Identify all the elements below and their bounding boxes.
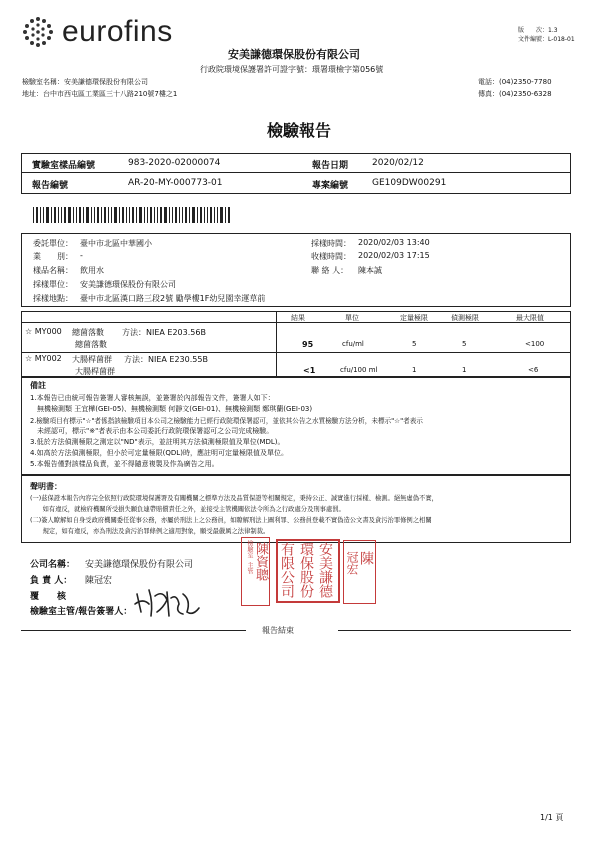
report-no-label: 報告編號: [32, 181, 69, 191]
barcode-bar: [225, 207, 226, 223]
sampler-value: 安美謙德環保股份有限公司: [80, 280, 176, 289]
barcode-bar: [217, 207, 218, 223]
industry-label: 業 別：: [33, 252, 73, 261]
row1-subitem: 總菌落數: [75, 340, 107, 349]
note-line-3: 2.檢驗項目有標示"☆"者係指該檢驗項目本公司之檢驗能力已經行政院環保署認可，並依其公告之水質檢驗方法分析，未標示"☆"者表示: [30, 417, 423, 425]
project-no-label: 專案編號: [312, 181, 349, 191]
barcode-bar: [91, 207, 92, 223]
barcode-bar: [192, 207, 195, 223]
version-label: 版 次：1.3: [518, 27, 558, 34]
company-seal-stamp: 有限公司 環保股份 安美謙德: [276, 539, 340, 603]
row2-item: 大腸桿菌群: [72, 355, 112, 364]
lab-address: 地址：台中市西屯區工業區三十八路210號7樓之1: [22, 90, 178, 98]
barcode-bar: [175, 207, 177, 223]
company-value: 安美謙德環保股份有限公司: [85, 560, 194, 570]
review-label: 覆 核: [30, 592, 67, 602]
row1-limit: <100: [525, 340, 545, 348]
owner-seal-stamp: 陳 冠宏: [343, 540, 376, 604]
barcode-bar: [147, 207, 148, 223]
note-line-6: 4.如高於方法偵測極限，但小於可定量極限(QDL)時，應註明可定量極限值及單位。: [30, 449, 288, 457]
company-name: 安美謙德環保股份有限公司: [228, 48, 360, 61]
sample-name-value: 飲用水: [80, 266, 104, 275]
sampler-label: 採樣單位：: [33, 280, 73, 289]
received-time: 2020/02/03 17:15: [358, 251, 430, 260]
barcode-bar: [179, 207, 180, 223]
note-line-1: 1.本報告已由統可報告簽署人審核無誤，並簽署於內部報告文件，簽署人如下：: [30, 394, 275, 402]
logo-text: eurofins: [62, 15, 173, 48]
row1-method: 方法：NIEA E203.56B: [122, 328, 206, 337]
barcode-bar: [54, 207, 56, 223]
client-value: 臺中市北區中華國小: [80, 239, 152, 248]
statement-line-1: (一)茲保證本報告內容完全依照行政院環境保護署及有關機關之標準方法及品質保證等相關規定，秉持公正、誠實進行採樣、檢測。絕無虛偽不實，: [30, 495, 438, 502]
barcode-bar: [86, 207, 89, 223]
sampling-time: 2020/02/03 13:40: [358, 238, 430, 247]
contact-label: 聯 絡 人：: [311, 266, 349, 275]
barcode-bar: [172, 207, 173, 223]
barcode-bar: [150, 207, 152, 223]
barcode-bar: [68, 207, 71, 223]
statement-line-3: (二)簽人瞭解如自身受政府機關委任從事公務，亦屬於刑法上之公務員，如瞭解刑法上圖利罪、公務員登載不實偽造公文書及貪污治罪條例之相關: [30, 517, 432, 524]
barcode-bar: [136, 207, 137, 223]
barcode-bar: [204, 207, 205, 223]
barcode-bar: [139, 207, 142, 223]
fax: 傳真：(04)2350-6328: [478, 90, 552, 98]
barcode-bar: [79, 207, 81, 223]
received-time-label: 收樣時間：: [311, 252, 351, 261]
barcode-bar: [83, 207, 84, 223]
barcode-bar: [144, 207, 145, 223]
lab-name: 檢驗室名稱：安美謙德環保股份有限公司: [22, 78, 148, 86]
barcode-bar: [73, 207, 74, 223]
header-result: 結果: [291, 314, 305, 322]
company-label: 公司名稱：: [30, 560, 76, 570]
barcode-bar: [220, 207, 223, 223]
note-line-4: 未經認可，標示"※"者表示由本公司委託行政院環保署認可之公司完成檢驗。: [30, 427, 274, 435]
signer-label: 檢驗室主管/報告簽署人：: [30, 607, 133, 617]
row1-result: 95: [302, 340, 314, 349]
report-no: AR-20-MY-000773-01: [128, 178, 223, 188]
report-info-box: [21, 153, 571, 194]
row1-unit: cfu/ml: [342, 340, 364, 348]
barcode-bar: [182, 207, 183, 223]
row2-mdl: 1: [462, 366, 467, 374]
owner-label: 負 責 人：: [30, 576, 73, 586]
barcode-bar: [154, 207, 155, 223]
row2-result: <1: [303, 366, 316, 375]
sample-no-label: 實驗室樣品編號: [32, 161, 96, 171]
barcode-bar: [111, 207, 112, 223]
owner-value: 陳冠宏: [85, 576, 113, 586]
sampling-time-label: 採樣時間：: [311, 239, 351, 248]
barcode-bar: [228, 207, 230, 223]
note-line-2: 無機檢測類 王宜樺(GEI-05)、無機檢測類 何靜文(GEI-01)、無機檢測類 鄭琪蘭(GEI-03): [30, 405, 313, 413]
sample-name-label: 樣品名稱：: [33, 266, 73, 275]
barcode-bar: [46, 207, 49, 223]
barcode-bar: [185, 207, 187, 223]
header-unit: 單位: [345, 314, 359, 322]
barcode-bar: [210, 207, 212, 223]
report-title: 檢驗報告: [267, 121, 332, 140]
barcode-bar: [132, 207, 134, 223]
barcode-bar: [169, 207, 170, 223]
barcode-bar: [197, 207, 198, 223]
barcode-bar: [101, 207, 102, 223]
barcode-bar: [76, 207, 77, 223]
row1-item: 總菌落數: [72, 328, 104, 337]
phone: 電話：(04)2350-7780: [478, 78, 552, 86]
barcode-bar: [97, 207, 99, 223]
barcode-bar: [40, 207, 41, 223]
row1-loq: 5: [412, 340, 417, 348]
barcode-bar: [94, 207, 95, 223]
industry-value: -: [80, 251, 83, 260]
handwritten-signature: [133, 582, 203, 622]
statement-line-4: 規定，如有違反，亦為刑法及貪污治罪條例之適用對象，願受最嚴厲之法律制裁。: [30, 528, 270, 535]
page-number: 1/1 頁: [540, 813, 564, 822]
report-date-label: 報告日期: [312, 161, 349, 171]
barcode-bar: [108, 207, 109, 223]
row2-limit: <6: [528, 366, 539, 374]
barcode-bar: [58, 207, 59, 223]
barcode-bar: [214, 207, 215, 223]
statement-title: 聲明書：: [30, 482, 62, 491]
site-value: 臺中市北區漢口路三段2號 勵學樓1F幼兒園幸運草前: [80, 294, 266, 303]
row2-unit: cfu/100 ml: [340, 366, 378, 374]
site-label: 採樣地點：: [33, 294, 73, 303]
contact-value: 陳本誠: [358, 266, 382, 275]
barcode-bar: [104, 207, 106, 223]
barcode-bar: [61, 207, 62, 223]
document-number: 文件編號：L-018-01: [518, 36, 575, 43]
barcode: [33, 207, 256, 223]
barcode-bar: [126, 207, 127, 223]
sample-no: 983-2020-02000074: [128, 158, 221, 168]
row2-method: 方法：NIEA E230.55B: [124, 355, 208, 364]
header-mdl: 偵測極限: [451, 314, 479, 322]
barcode-bar: [51, 207, 52, 223]
report-end-label: 報告結束: [262, 626, 294, 635]
barcode-bar: [114, 207, 117, 223]
barcode-bar: [189, 207, 190, 223]
license-number: 行政院環境保護署許可證字號：環署環檢字第056號: [200, 65, 384, 74]
barcode-bar: [43, 207, 44, 223]
row1-mdl: 5: [462, 340, 467, 348]
report-date: 2020/02/12: [372, 158, 424, 168]
row1-code: ☆ MY000: [25, 327, 62, 336]
notes-title: 備註: [30, 381, 46, 390]
barcode-bar: [33, 207, 34, 223]
statement-line-2: 如有違反，就檢府機關所受損失願負連帶賠償責任之外，並接受主管機關依法令所為之行政處分及刑事處罰。: [30, 506, 345, 513]
header-loq: 定量極限: [400, 314, 428, 322]
barcode-bar: [119, 207, 120, 223]
row2-loq: 1: [412, 366, 417, 374]
eurofins-logo-icon: [22, 16, 54, 48]
header-limit: 最大限值: [516, 314, 544, 322]
note-line-5: 3.低於方法偵測極限之測定以"ND"表示，並註明其方法偵測極限值及單位(MDL)。: [30, 438, 285, 446]
barcode-bar: [157, 207, 158, 223]
barcode-bar: [122, 207, 124, 223]
barcode-bar: [160, 207, 162, 223]
client-label: 委託單位：: [33, 239, 73, 248]
barcode-bar: [36, 207, 38, 223]
barcode-bar: [129, 207, 130, 223]
project-no: GE109DW00291: [372, 178, 447, 188]
barcode-bar: [164, 207, 167, 223]
barcode-bar: [207, 207, 208, 223]
row2-subitem: 大腸桿菌群: [75, 367, 115, 376]
row2-code: ☆ MY002: [25, 354, 62, 363]
barcode-bar: [64, 207, 66, 223]
barcode-bar: [200, 207, 202, 223]
lab-supervisor-stamp: 檢驗室 主管 陳資聰: [241, 537, 270, 606]
note-line-7: 5.本報告僅對該樣品負責，並不得隨意複製及作為廣告之用。: [30, 460, 219, 468]
